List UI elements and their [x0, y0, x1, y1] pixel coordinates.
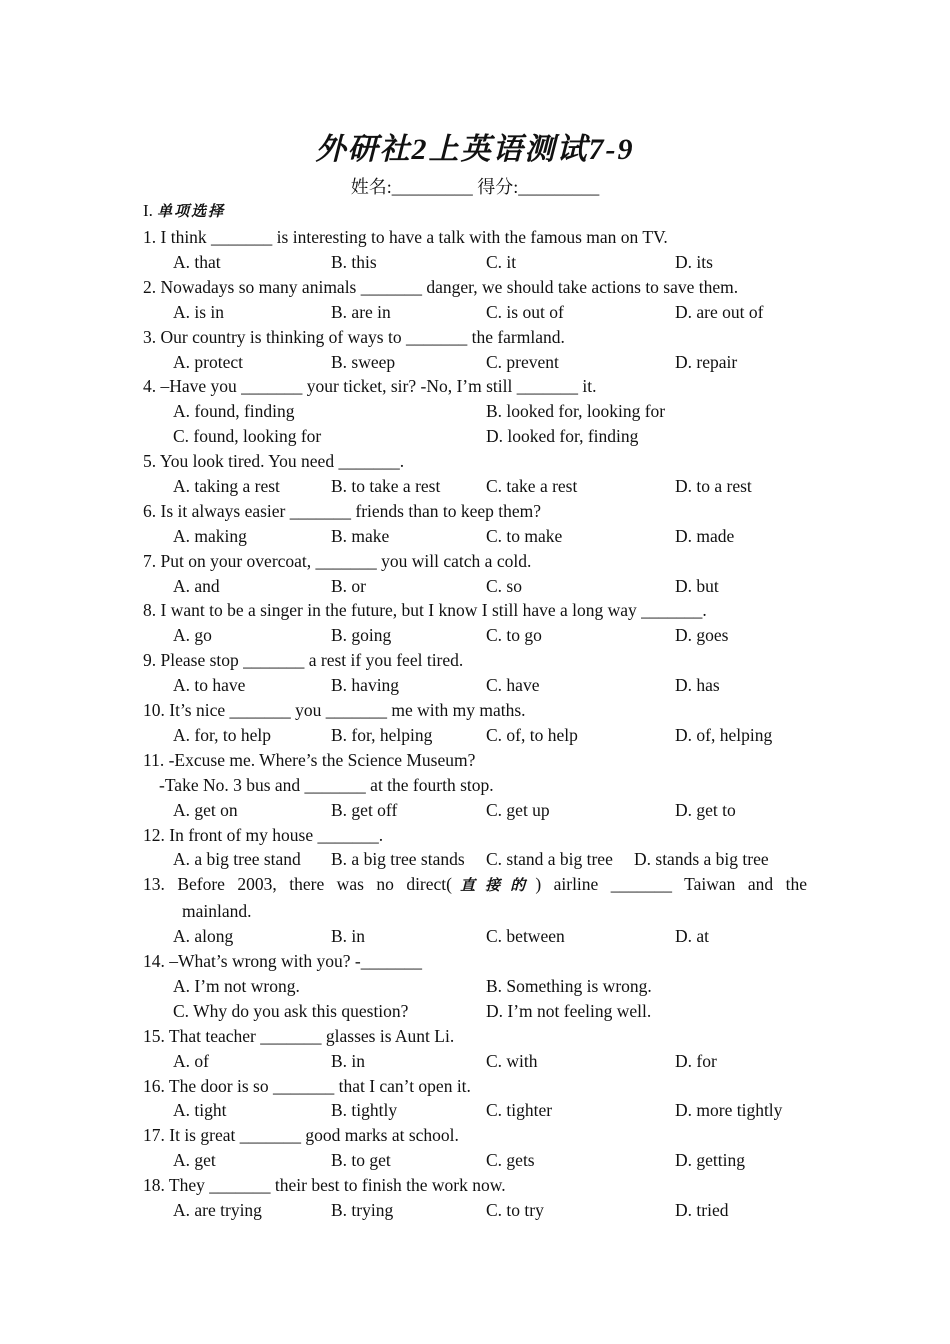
- question-13: [143, 872, 807, 949]
- question-9: [143, 648, 807, 698]
- option-d: D. made: [675, 525, 735, 546]
- option-d: D. has: [675, 675, 720, 696]
- option-c: C. stand a big tree: [486, 849, 613, 870]
- question-6: [143, 499, 807, 549]
- option-row: [143, 1148, 807, 1173]
- option-row: [143, 350, 807, 375]
- question-stem-continued: mainland.: [182, 901, 252, 922]
- option-d: D. I’m not feeling well.: [486, 1000, 652, 1021]
- option-b: B. are in: [331, 301, 391, 322]
- section-numeral: I.: [143, 201, 153, 220]
- option-row: [143, 1098, 807, 1123]
- option-b: B. for, helping: [331, 724, 433, 745]
- option-row: [143, 623, 807, 648]
- option-a: A. get on: [173, 799, 238, 820]
- option-row: [143, 999, 807, 1024]
- question-12: [143, 823, 807, 873]
- question-stem: 11. -Excuse me. Where’s the Science Museum?: [143, 749, 476, 770]
- question-16: [143, 1074, 807, 1124]
- question-stem: 14. –What’s wrong with you? -_______: [143, 951, 422, 972]
- option-a: A. are trying: [173, 1200, 262, 1221]
- option-a: A. for, to help: [173, 724, 271, 745]
- option-d: D. getting: [675, 1150, 745, 1171]
- option-d: D. more tightly: [675, 1100, 783, 1121]
- option-d: D. get to: [675, 799, 736, 820]
- option-a: A. taking a rest: [173, 475, 280, 496]
- option-d: D. of, helping: [675, 724, 773, 745]
- question-stem: 1. I think _______ is interesting to have a talk with the famous man on TV.: [143, 227, 668, 247]
- option-row: [143, 300, 807, 325]
- question-stem-continued: -Take No. 3 bus and _______ at the fourth stop.: [159, 774, 494, 795]
- section-heading: [143, 200, 225, 221]
- section-name: 单项选择: [157, 204, 226, 220]
- option-c: C. of, to help: [486, 724, 578, 745]
- option-a: A. of: [173, 1050, 209, 1071]
- option-c: C. gets: [486, 1150, 535, 1171]
- option-a: A. along: [173, 926, 234, 947]
- question-stem: 6. Is it always easier _______ friends than to keep them?: [143, 500, 542, 521]
- question-1: [143, 225, 807, 275]
- option-a: A. tight: [173, 1100, 227, 1121]
- option-b: B. in: [331, 1050, 366, 1071]
- option-b: B. get off: [331, 799, 398, 820]
- question-14: [143, 949, 807, 1024]
- question-stem: 7. Put on your overcoat, _______ you will catch a cold.: [143, 550, 532, 571]
- option-b: B. this: [331, 251, 377, 272]
- question-11: [143, 748, 807, 823]
- option-c: C. so: [486, 575, 522, 596]
- option-a: A. a big tree stand: [173, 849, 301, 870]
- question-10: [143, 698, 807, 748]
- option-row: [143, 673, 807, 698]
- option-c: C. to make: [486, 525, 563, 546]
- stem-part-a: 13. Before 2003, there was no direct(: [143, 874, 452, 895]
- option-d: D. stands a big tree: [634, 849, 769, 870]
- option-a: A. get: [173, 1150, 216, 1171]
- question-stem: 4. –Have you _______ your ticket, sir? -No, I’m still _______ it.: [143, 376, 597, 397]
- option-d: D. are out of: [675, 301, 764, 322]
- option-a: A. making: [173, 525, 247, 546]
- question-stem: 16. The door is so _______ that I can’t open it.: [143, 1075, 471, 1096]
- option-row: [143, 399, 807, 424]
- option-c: C. found, looking for: [173, 426, 322, 447]
- question-8: [143, 598, 807, 648]
- name-score-line: 姓名:_________ 得分:_________: [350, 177, 600, 197]
- option-d: D. but: [675, 575, 719, 596]
- option-c: C. Why do you ask this question?: [173, 1000, 409, 1021]
- option-c: C. have: [486, 675, 540, 696]
- page-title: 外研社2上英语测试7-9: [315, 133, 635, 166]
- option-c: C. to try: [486, 1200, 544, 1221]
- question-5: [143, 449, 807, 499]
- option-a: A. found, finding: [173, 401, 295, 422]
- option-row: [143, 723, 807, 748]
- question-15: [143, 1024, 807, 1074]
- question-4: [143, 374, 807, 449]
- option-d: D. at: [675, 926, 710, 947]
- option-c: C. get up: [486, 799, 550, 820]
- option-c: C. is out of: [486, 301, 564, 322]
- question-stem: 2. Nowadays so many animals _______ danger, we should take actions to save them.: [143, 276, 739, 297]
- stem-part-b: ) airline _______ Taiwan and the: [535, 874, 807, 895]
- option-a: A. go: [173, 625, 212, 646]
- option-d: D. to a rest: [675, 475, 752, 496]
- option-row: [143, 798, 807, 823]
- option-b: B. make: [331, 525, 390, 546]
- option-d: D. repair: [675, 351, 738, 372]
- option-a: A. and: [173, 575, 220, 596]
- option-row: [143, 474, 807, 499]
- option-row: [143, 524, 807, 549]
- option-b: B. looked for, looking for: [486, 401, 666, 422]
- option-a: A. I’m not wrong.: [173, 975, 300, 996]
- question-3: [143, 325, 807, 375]
- option-b: B. trying: [331, 1200, 394, 1221]
- question-stem: 9. Please stop _______ a rest if you feel tired.: [143, 650, 464, 671]
- question-17: [143, 1123, 807, 1173]
- option-d: D. goes: [675, 625, 729, 646]
- option-a: A. to have: [173, 675, 246, 696]
- option-b: B. having: [331, 675, 400, 696]
- option-c: C. to go: [486, 625, 542, 646]
- option-a: A. protect: [173, 351, 243, 372]
- option-b: B. Something is wrong.: [486, 975, 652, 996]
- question-7: [143, 549, 807, 599]
- stem-chinese-gloss: 直接的: [451, 878, 536, 895]
- option-row: [143, 1198, 807, 1223]
- question-2: [143, 275, 807, 325]
- question-stem: [143, 872, 807, 899]
- question-stem: 17. It is great _______ good marks at school.: [143, 1125, 459, 1146]
- option-row: [143, 924, 807, 949]
- option-b: B. to take a rest: [331, 475, 441, 496]
- option-row: [143, 424, 807, 449]
- option-c: C. tighter: [486, 1100, 553, 1121]
- option-row: [143, 974, 807, 999]
- option-b: B. to get: [331, 1150, 391, 1171]
- option-row: [143, 847, 807, 872]
- option-b: B. or: [331, 575, 366, 596]
- option-c: C. prevent: [486, 351, 559, 372]
- question-list: [143, 225, 807, 1223]
- question-stem: 15. That teacher _______ glasses is Aunt Li.: [143, 1025, 455, 1046]
- option-d: D. for: [675, 1050, 717, 1071]
- question-stem: 18. They _______ their best to finish the work now.: [143, 1175, 506, 1196]
- question-stem: 10. It’s nice _______ you _______ me with my maths.: [143, 700, 526, 721]
- option-row: [143, 574, 807, 599]
- question-18: [143, 1173, 807, 1223]
- question-stem: 3. Our country is thinking of ways to _______ the farmland.: [143, 326, 565, 347]
- question-stem: 12. In front of my house _______.: [143, 824, 384, 845]
- question-stem: 8. I want to be a singer in the future, but I know I still have a long way _______.: [143, 600, 707, 621]
- option-b: B. in: [331, 926, 366, 947]
- option-a: A. is in: [173, 301, 225, 322]
- option-a: A. that: [173, 251, 221, 272]
- question-stem: 5. You look tired. You need _______.: [143, 451, 405, 472]
- option-c: C. it: [486, 251, 517, 272]
- option-b: B. a big tree stands: [331, 849, 465, 870]
- option-c: C. between: [486, 926, 565, 947]
- option-d: D. looked for, finding: [486, 426, 639, 447]
- option-row: [143, 250, 807, 275]
- option-c: C. with: [486, 1050, 538, 1071]
- option-b: B. sweep: [331, 351, 396, 372]
- option-b: B. tightly: [331, 1100, 398, 1121]
- option-c: C. take a rest: [486, 475, 578, 496]
- option-row: [143, 1049, 807, 1074]
- option-d: D. tried: [675, 1200, 729, 1221]
- option-d: D. its: [675, 251, 713, 272]
- option-b: B. going: [331, 625, 392, 646]
